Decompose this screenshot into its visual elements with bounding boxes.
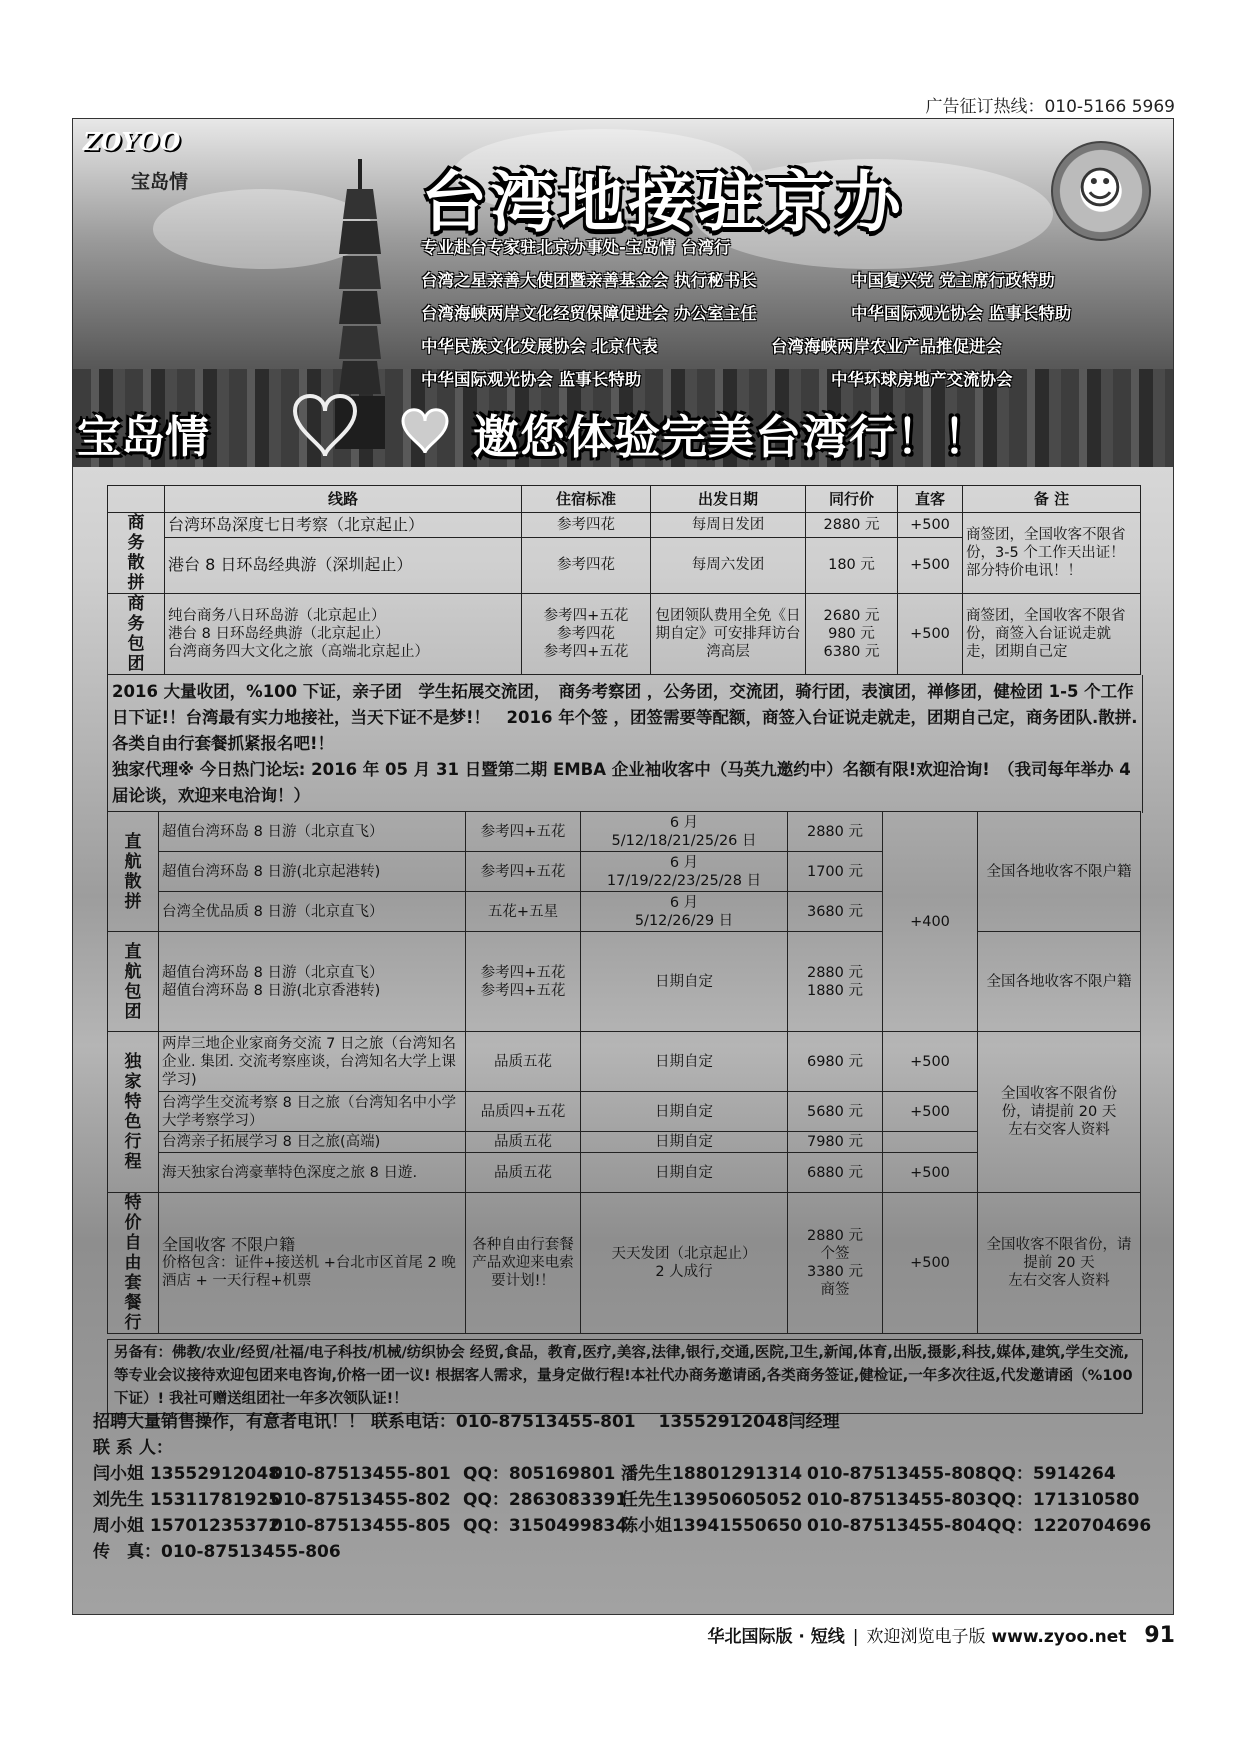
- credential-line: 中华国际观光协会 监事长特助 中华环球房地产交流协会: [421, 370, 1013, 389]
- table-header-row: [108, 486, 1141, 513]
- contact-row: 周小姐 15701235372 010-87513455-805 QQ：3150499834 陈小姐13941550650 010-87513455-804 QQ：1220704696: [93, 1516, 1152, 1536]
- category-label: 特价自由套餐行: [108, 1193, 159, 1334]
- col-price: 同行价: [806, 486, 898, 513]
- col-note: 备 注: [963, 486, 1141, 513]
- business-tour-table: [107, 485, 1141, 675]
- credential-line: 台湾海峡两岸文化经贸保障促进会 办公室主任 中华国际观光协会 监事长特助: [421, 304, 1072, 323]
- welcome-text: 欢迎浏览电子版: [866, 1627, 986, 1647]
- credential-line: 台湾之星亲善大使团暨亲善基金会 执行秘书长 中国复兴党 党主席行政特助: [421, 271, 1055, 290]
- table-row: 商务散拼 台湾环岛深度七日考察（北京起止） 参考四花 每周日发团 2880 元 +500 商签团，全国收客不限省份，3-5 个工作天出证！部分特价电讯！！: [108, 513, 1141, 538]
- col-date: 出发日期: [651, 486, 806, 513]
- contact-row: 闫小姐 13552912048 010-87513455-801 QQ：805169801 潘先生18801291314 010-87513455-808 QQ：5914264: [93, 1464, 1116, 1484]
- fax-line: 传 真：010-87513455-806: [93, 1542, 341, 1562]
- direct-flight-table: [107, 811, 1141, 1334]
- note-cell: 全国收客不限省份，请提前 20 天 左右交客人资料: [978, 1193, 1141, 1334]
- table-row: 直航散拼 超值台湾环岛 8 日游（北京直飞） 参考四+五花 6 月 5/12/18/21/25/26 日 2880 元 +400 全国各地收客不限户籍: [108, 812, 1141, 852]
- notice-paragraph: 独家代理※ 今日热门论坛: 2016 年 05 月 31 日暨第二期 EMBA 企业袖收客中（马英九邀约中）名额有限!欢迎洽询! （我司每年举办 4 届论谈，欢迎来电洽询！）: [112, 760, 1131, 805]
- ad-frame: [72, 118, 1174, 1615]
- hearts-icon: [265, 381, 485, 465]
- zoyoo-logo: ZOYOO 宝岛情: [83, 127, 189, 193]
- notice-block: [107, 675, 1143, 813]
- logo-subtitle: 宝岛情: [131, 171, 189, 193]
- category-label: 商务散拼: [108, 513, 165, 594]
- table-row: 超值台湾环岛 8 日游(北京起港转) 参考四+五花 6 月 17/19/22/23/25/28 日 1700 元: [108, 852, 1141, 892]
- table-row: 台湾亲子拓展学习 8 日之旅(高端) 品质五花 日期自定 7980 元: [108, 1132, 1141, 1153]
- table-row: 台湾全优品质 8 日游（北京直飞） 五花+五星 6 月 5/12/26/29 日 3680 元: [108, 892, 1141, 932]
- direct-shared-cell: +400: [883, 812, 978, 1032]
- slogan-right: 邀您体验完美台湾行！！: [473, 410, 990, 464]
- credential-line: 中华民族文化发展协会 北京代表 台湾海峡两岸农业产品推促进会: [421, 337, 1002, 356]
- credential-line: 专业赴台专家驻北京办事处-宝岛情 台湾行: [421, 238, 731, 257]
- table-row: 独家特色行程 两岸三地企业家商务交流 7 日之旅（台湾知名企业. 集团. 交流考察座谈，台湾知名大学上课学习) 品质五花 日期自定 6980 元 +500 全国收客不限省份 份，请提前 20 天 左右交客人资料: [108, 1032, 1141, 1092]
- category-label: 独家特色行程: [108, 1032, 159, 1193]
- notice-paragraph: 2016 大量收团，%100 下证，亲子团 学生拓展交流团， 商务考察团 ，公务团，交流团，骑行团，表演团，禅修团，健检团 1-5 个工作日下证!！台湾最有实力地接社，当天下证不是梦!！ 2016 年个签 ，团签需要等配额，商签入台证说走就走，团期自己定，商务团队.散拼.各类自由行套餐抓紧报名吧!！: [112, 682, 1138, 753]
- category-label: 直航包团: [108, 932, 159, 1032]
- table-row: 直航包团 超值台湾环岛 8 日游（北京直飞） 超值台湾环岛 8 日游(北京香港转) 参考四+五花 参考四+五花 日期自定 2880 元 1880 元 全国各地收客不限户籍: [108, 932, 1141, 1032]
- note-cell: 全国各地收客不限户籍: [978, 812, 1141, 932]
- category-label: 商务包团: [108, 594, 165, 675]
- page-number: 91: [1144, 1623, 1175, 1648]
- page-footer: 华北国际版 · 短线 | 欢迎浏览电子版 www.zyoo.net 91: [707, 1623, 1175, 1648]
- contact-label: 联 系 人：: [93, 1438, 173, 1458]
- table-row: 商务包团 纯台商务八日环岛游（北京起止） 港台 8 日环岛经典游（北京起止） 台湾商务四大文化之旅（高端北京起止） 参考四+五花 参考四花 参考四+五花 包团领队费用全免《日期自定》可安排拜访台湾高层 2680 元 980 元 6380 元 +500 商签团，全国收客不限省份，商签入台证说走就走，团期自己定: [108, 594, 1141, 675]
- col-hotel: 住宿标准: [522, 486, 651, 513]
- recruit-line: 招聘大量销售操作，有意者电讯！！ 联系电话：010-87513455-801 13552912048闫经理: [93, 1412, 840, 1432]
- edition-label: 华北国际版 · 短线: [707, 1627, 845, 1647]
- website-link[interactable]: www.zyoo.net: [991, 1627, 1127, 1647]
- additional-services: 另备有：佛教/农业/经贸/社福/电子科技/机械/纺织协会 经贸,食品，教育,医疗,美容,法律,银行,交通,医院,卫生,新闻,体育,出版,摄影,科技,媒体,建筑,学生交流,等专业会议接待欢迎包团来电咨询,价格一团一议! 根据客人需求，量身定做行程!本社代办商务邀请函,各类商务签证,健检证,一年多次往返,代发邀请函（%100 下证）! 我社可赠送组团社一年多次领队证!！: [107, 1339, 1143, 1414]
- note-cell: 全国收客不限省份 份，请提前 20 天 左右交客人资料: [978, 1032, 1141, 1193]
- banner-credentials: [421, 231, 1161, 396]
- ad-hotline: 广告征订热线：010-5166 5969: [925, 97, 1175, 117]
- col-route: 线路: [165, 486, 522, 513]
- contact-row: 刘先生 15311781925 010-87513455-802 QQ：2863083391 任先生13950605052 010-87513455-803 QQ：171310580: [93, 1490, 1140, 1510]
- table-row: 特价自由套餐行 全国收客 不限户籍 价格包含：证件+接送机 +台北市区首尾 2 晚酒店 + 一天行程+机票 各种自由行套餐产品欢迎来电索要计划!！ 天天发团（北京起止） 2 人成行 2880 元 个签 3380 元 商签 +500 全国收客不限省份，请提前 20 天 左右交客人资料: [108, 1193, 1141, 1334]
- slogan-left: 宝岛情: [77, 412, 209, 463]
- note-cell: 全国各地收客不限户籍: [978, 932, 1141, 1032]
- banner-title: 台湾地接驻京办: [421, 164, 904, 241]
- note-cell: 商签团，全国收客不限省份，商签入台证说走就走，团期自己定: [963, 594, 1141, 675]
- col-direct: 直客: [898, 486, 963, 513]
- note-cell: 商签团，全国收客不限省份，3-5 个工作天出证！部分特价电讯！！: [963, 513, 1141, 594]
- category-label: 直航散拼: [108, 812, 159, 932]
- table-row: 海天独家台湾豪華特色深度之旅 8 日遊. 品质五花 日期自定 6880 元 +500: [108, 1153, 1141, 1193]
- table-row: 台湾学生交流考察 8 日之旅（台湾知名中小学大学考察学习） 品质四+五花 日期自定 5680 元 +500: [108, 1092, 1141, 1132]
- table-row: 港台 8 日环岛经典游（深圳起止） 参考四花 每周六发团 180 元 +500: [108, 537, 1141, 593]
- mascot-medal-icon: ☺: [1051, 141, 1151, 241]
- contact-block: [93, 1409, 1163, 1565]
- banner: [73, 119, 1173, 467]
